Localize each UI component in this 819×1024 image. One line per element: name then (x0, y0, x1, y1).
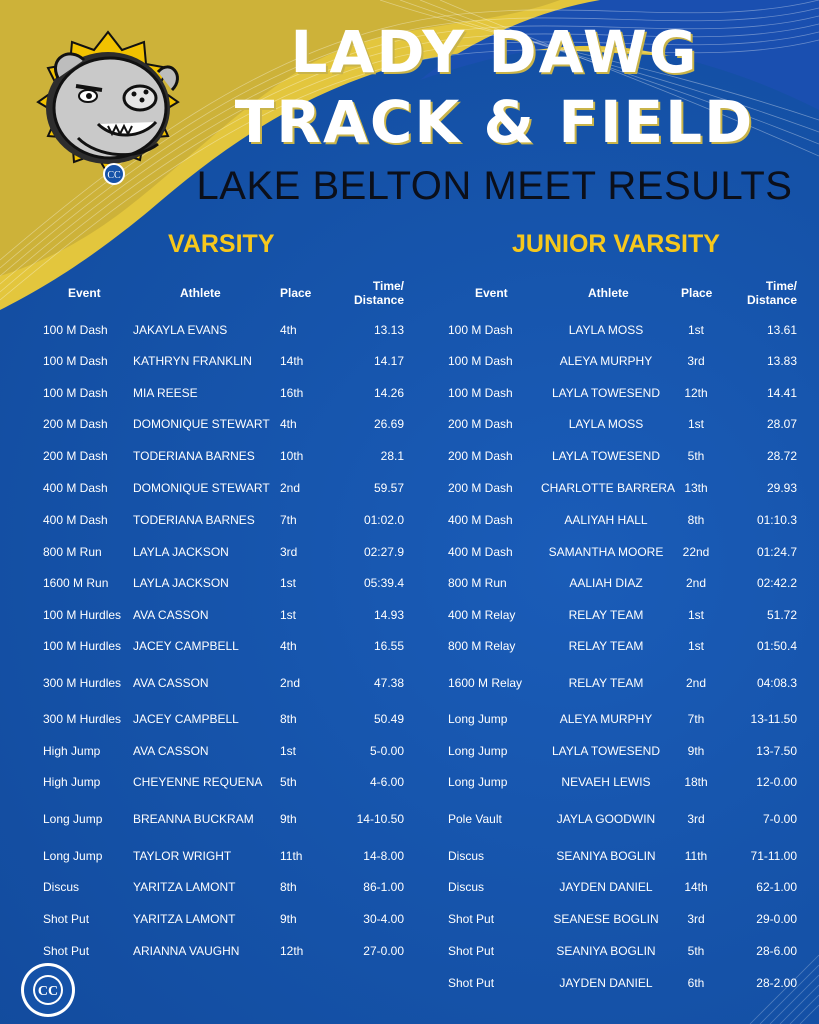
jv-row-event: 400 M Relay (448, 608, 516, 622)
jv-row-athlete: LAYLA TOWESEND (551, 386, 661, 400)
jv-row-event: Pole Vault (448, 812, 502, 826)
varsity-row-place: 4th (280, 417, 297, 431)
varsity-row-athlete: JACEY CAMPBELL (133, 639, 239, 653)
varsity-row-athlete: CHEYENNE REQUENA (133, 775, 263, 789)
varsity-row-place: 7th (280, 513, 297, 527)
varsity-row-event: High Jump (43, 744, 101, 758)
jv-row-athlete: JAYDEN DANIEL (559, 976, 653, 990)
jv-heading: JUNIOR VARSITY (512, 230, 720, 258)
varsity-row-place: 1st (280, 744, 297, 758)
varsity-row-result: 47.38 (373, 676, 404, 690)
jv-row-result: 28.07 (766, 417, 797, 431)
jv-row-place: 2nd (685, 576, 707, 590)
jv-row-result: 01:50.4 (756, 639, 797, 653)
varsity-row-event: 100 M Hurdles (43, 639, 122, 653)
varsity-row-event: Long Jump (43, 849, 103, 863)
varsity-row-place: 11th (280, 849, 303, 863)
varsity-row-athlete: DOMONIQUE STEWART (133, 417, 270, 431)
jv-row-result: 01:24.7 (756, 545, 797, 559)
jv-row-event: 400 M Dash (448, 545, 513, 559)
varsity-row-place: 10th (280, 449, 304, 463)
jv-row-athlete: RELAY TEAM (568, 676, 644, 690)
varsity-row-athlete: TODERIANA BARNES (133, 513, 255, 527)
jv-row-athlete: NEVAEH LEWIS (561, 775, 651, 789)
jv-row-result: 14.41 (766, 386, 797, 400)
jv-row-athlete: AALIAH DIAZ (569, 576, 643, 590)
jv-row-result: 01:10.3 (756, 513, 797, 527)
varsity-row-event: Long Jump (43, 812, 103, 826)
jv-row-place: 1st (687, 639, 704, 653)
varsity-col-place: Place (280, 286, 312, 300)
jv-row-result: 13.61 (766, 323, 797, 337)
varsity-row-result: 26.69 (373, 417, 404, 431)
varsity-row-athlete: JACEY CAMPBELL (133, 712, 239, 726)
jv-row-result: 29.93 (766, 481, 797, 495)
jv-row-athlete: SEANIYA BOGLIN (556, 944, 656, 958)
jv-row-event: Shot Put (448, 912, 495, 926)
jv-row-athlete: CHARLOTTE BARRERA (541, 481, 676, 495)
jv-row-result: 02:42.2 (756, 576, 797, 590)
varsity-row-result: 05:39.4 (363, 576, 404, 590)
varsity-row-result: 14.26 (373, 386, 404, 400)
jv-row-athlete: ALEYA MURPHY (559, 712, 653, 726)
jv-row-athlete: RELAY TEAM (568, 608, 644, 622)
varsity-row-athlete: YARITZA LAMONT (133, 880, 236, 894)
jv-row-athlete: RELAY TEAM (568, 639, 644, 653)
jv-row-athlete: SEANIYA BOGLIN (556, 849, 656, 863)
varsity-row-athlete: LAYLA JACKSON (133, 576, 229, 590)
jv-row-result: 62-1.00 (756, 880, 797, 894)
jv-row-place: 9th (687, 744, 705, 758)
varsity-row-place: 2nd (280, 481, 301, 495)
varsity-row-event: 400 M Dash (43, 481, 108, 495)
jv-row-event: 800 M Run (448, 576, 507, 590)
jv-row-result: 13-7.50 (756, 744, 797, 758)
svg-text:CC: CC (107, 170, 121, 181)
varsity-row-place: 14th (280, 354, 304, 368)
varsity-row-result: 14-10.50 (356, 812, 404, 826)
varsity-row-event: 200 M Dash (43, 449, 108, 463)
cc-seal-icon (20, 962, 76, 1018)
varsity-row-place: 1st (280, 576, 297, 590)
varsity-row-event: 300 M Hurdles (43, 712, 122, 726)
varsity-row-result: 28.1 (380, 449, 404, 463)
varsity-row-result: 13.13 (373, 323, 404, 337)
jv-row-event: Shot Put (448, 976, 495, 990)
jv-row-event: 800 M Relay (448, 639, 516, 653)
jv-row-event: Discus (448, 880, 485, 894)
jv-row-event: 100 M Dash (448, 386, 513, 400)
jv-row-place: 1st (687, 323, 704, 337)
jv-row-result: 51.72 (766, 608, 797, 622)
jv-row-athlete: LAYLA MOSS (568, 417, 644, 431)
jv-row-result: 28-6.00 (756, 944, 797, 958)
varsity-row-place: 4th (280, 323, 297, 337)
jv-row-place: 1st (687, 608, 704, 622)
jv-col-place: Place (681, 286, 713, 300)
jv-row-athlete: ALEYA MURPHY (559, 354, 653, 368)
jv-row-place: 22nd (682, 545, 710, 559)
varsity-row-place: 1st (280, 608, 297, 622)
svg-text:CC: CC (37, 984, 59, 999)
jv-row-athlete: JAYLA GOODWIN (556, 812, 656, 826)
varsity-row-place: 5th (280, 775, 297, 789)
jv-row-result: 13-11.50 (750, 712, 797, 726)
jv-row-event: Long Jump (448, 712, 508, 726)
varsity-col-event: Event (68, 286, 101, 300)
varsity-row-place: 2nd (280, 676, 301, 690)
varsity-row-result: 50.49 (373, 712, 404, 726)
varsity-row-event: Shot Put (43, 912, 90, 926)
varsity-heading: VARSITY (168, 230, 275, 258)
jv-row-athlete: SEANESE BOGLIN (553, 912, 659, 926)
jv-row-event: Long Jump (448, 775, 508, 789)
jv-row-place: 1st (687, 417, 704, 431)
jv-row-event: 1600 M Relay (448, 676, 523, 690)
varsity-row-athlete: YARITZA LAMONT (133, 912, 236, 926)
jv-row-event: Long Jump (448, 744, 508, 758)
jv-row-place: 3rd (687, 354, 705, 368)
jv-row-place: 3rd (687, 812, 705, 826)
varsity-row-place: 8th (280, 712, 297, 726)
varsity-row-athlete: JAKAYLA EVANS (133, 323, 228, 337)
varsity-row-event: 1600 M Run (43, 576, 109, 590)
jv-row-event: 200 M Dash (448, 417, 513, 431)
jv-row-athlete: LAYLA TOWESEND (551, 449, 661, 463)
varsity-row-place: 9th (280, 812, 297, 826)
varsity-row-athlete: TAYLOR WRIGHT (133, 849, 232, 863)
varsity-row-place: 4th (280, 639, 297, 653)
jv-row-place: 7th (687, 712, 705, 726)
varsity-row-place: 16th (280, 386, 304, 400)
varsity-row-result: 30-4.00 (363, 912, 404, 926)
jv-row-athlete: AALIYAH HALL (564, 513, 648, 527)
jv-row-place: 12th (684, 386, 708, 400)
varsity-row-event: 200 M Dash (43, 417, 108, 431)
jv-row-event: 100 M Dash (448, 323, 513, 337)
varsity-row-result: 14.17 (373, 354, 404, 368)
jv-row-place: 18th (684, 775, 708, 789)
varsity-row-athlete: DOMONIQUE STEWART (133, 481, 270, 495)
jv-row-place: 13th (684, 481, 708, 495)
varsity-col-athlete: Athlete (180, 286, 221, 300)
jv-row-place: 11th (684, 849, 708, 863)
varsity-row-place: 12th (280, 944, 304, 958)
jv-row-place: 5th (687, 944, 705, 958)
jv-row-result: 7-0.00 (762, 812, 797, 826)
varsity-col-time-2: Distance (353, 293, 404, 307)
varsity-row-athlete: AVA CASSON (133, 676, 209, 690)
varsity-col-time-1: Time/ (372, 279, 404, 293)
varsity-row-event: Shot Put (43, 944, 90, 958)
varsity-row-athlete: AVA CASSON (133, 608, 209, 622)
varsity-row-place: 9th (280, 912, 297, 926)
jv-col-athlete: Athlete (588, 286, 629, 300)
jv-row-result: 28-2.00 (756, 976, 797, 990)
varsity-row-event: 100 M Dash (43, 386, 108, 400)
jv-col-time-1: Time/ (765, 279, 797, 293)
jv-row-athlete: LAYLA MOSS (568, 323, 644, 337)
varsity-row-event: Discus (43, 880, 80, 894)
varsity-row-athlete: MIA REESE (133, 386, 198, 400)
jv-row-result: 12-0.00 (756, 775, 797, 789)
jv-row-event: 400 M Dash (448, 513, 513, 527)
jv-row-place: 6th (687, 976, 705, 990)
jv-row-place: 2nd (685, 676, 707, 690)
jv-row-result: 71-11.00 (750, 849, 797, 863)
varsity-row-athlete: AVA CASSON (133, 744, 209, 758)
jv-col-event: Event (475, 286, 508, 300)
varsity-row-result: 02:27.9 (363, 545, 404, 559)
varsity-row-result: 4-6.00 (369, 775, 404, 789)
jv-col-time-2: Distance (746, 293, 797, 307)
jv-row-event: Shot Put (448, 944, 495, 958)
page-subtitle: LAKE BELTON MEET RESULTS (196, 164, 793, 208)
jv-row-place: 3rd (687, 912, 705, 926)
varsity-row-event: High Jump (43, 775, 101, 789)
jv-row-result: 28.72 (766, 449, 797, 463)
title-line-1: LADY DAWG (290, 18, 699, 86)
title-line-2: TRACK & FIELD (234, 88, 755, 156)
varsity-row-event: 100 M Dash (43, 323, 108, 337)
jv-row-event: 200 M Dash (448, 449, 513, 463)
jv-row-place: 14th (684, 880, 708, 894)
varsity-row-result: 14.93 (373, 608, 404, 622)
varsity-row-place: 8th (280, 880, 297, 894)
varsity-row-athlete: LAYLA JACKSON (133, 545, 229, 559)
varsity-row-athlete: TODERIANA BARNES (133, 449, 255, 463)
jv-row-athlete: SAMANTHA MOORE (548, 545, 664, 559)
jv-row-result: 04:08.3 (756, 676, 797, 690)
jv-row-event: 100 M Dash (448, 354, 513, 368)
varsity-row-result: 27-0.00 (363, 944, 404, 958)
varsity-row-result: 86-1.00 (363, 880, 404, 894)
varsity-row-event: 100 M Hurdles (43, 608, 122, 622)
jv-row-event: Discus (448, 849, 485, 863)
jv-row-event: 200 M Dash (448, 481, 513, 495)
varsity-row-result: 14-8.00 (363, 849, 404, 863)
varsity-row-event: 300 M Hurdles (43, 676, 122, 690)
jv-row-result: 29-0.00 (756, 912, 797, 926)
varsity-row-event: 800 M Run (43, 545, 102, 559)
varsity-row-result: 59.57 (373, 481, 404, 495)
varsity-row-result: 01:02.0 (363, 513, 404, 527)
jv-row-result: 13.83 (766, 354, 797, 368)
jv-row-athlete: JAYDEN DANIEL (559, 880, 653, 894)
varsity-row-place: 3rd (280, 545, 298, 559)
jv-row-athlete: LAYLA TOWESEND (551, 744, 661, 758)
varsity-row-event: 400 M Dash (43, 513, 108, 527)
varsity-row-athlete: KATHRYN FRANKLIN (133, 354, 252, 368)
jv-row-place: 8th (687, 513, 705, 527)
varsity-row-athlete: BREANNA BUCKRAM (133, 812, 254, 826)
varsity-row-athlete: ARIANNA VAUGHN (133, 944, 240, 958)
varsity-row-result: 16.55 (373, 639, 404, 653)
jv-row-place: 5th (687, 449, 705, 463)
varsity-row-event: 100 M Dash (43, 354, 108, 368)
varsity-row-result: 5-0.00 (369, 744, 404, 758)
